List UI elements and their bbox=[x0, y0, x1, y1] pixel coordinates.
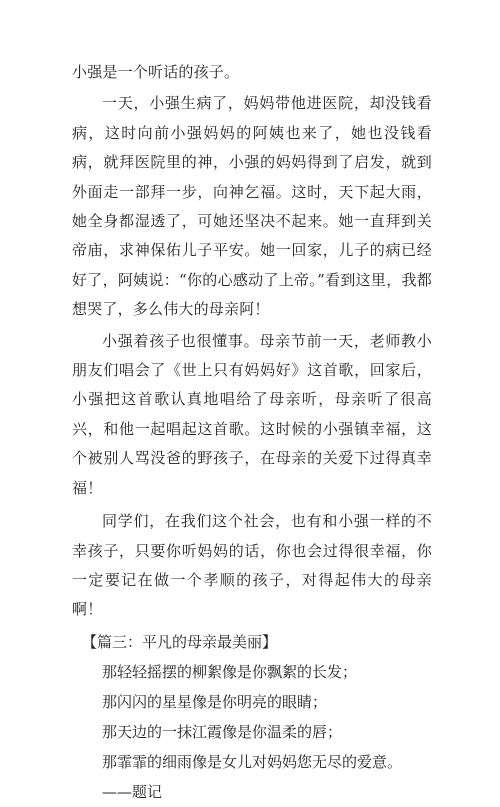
intro-line: 小强是一个听话的孩子。 bbox=[72, 63, 240, 81]
paragraph-1: 一天，小强生病了，妈妈带他进医院，却没钱看病，这时向前小强妈妈的阿姨也来了，她也没钱看病，就拜医院里的神，小强的妈妈得到了启发，就到外面走一部拜一步，向神乞福。这时，天下起大雨，她全身都湿透了，可她还坚决不起来。她一直拜到关帝庙，求神保佑儿子平安。她一回家，儿子的病已经好了，阿姨说：“你的心感动了上帝。”看到这里，我都想哭了，多么伟大的母亲阿！ bbox=[72, 94, 432, 319]
poem-line-4: 那霏霏的细雨像是女儿对妈妈您无尽的爱意。 bbox=[102, 752, 403, 771]
paragraph-2: 小强着孩子也很懂事。母亲节前一天，老师教小朋友们唱会了《世上只有妈妈好》这首歌，回家后，小强把这首歌认真地唱给了母亲听，母亲听了很高兴，和他一起唱起这首歌。这时候的小强镇幸福，这个被别人骂没爸的野孩子，在母亲的关爱下过得真幸福！ bbox=[72, 331, 432, 497]
document-page bbox=[72, 58, 432, 807]
paragraph-3: 同学们，在我们这个社会，也有和小强一样的不幸孩子，只要你听妈妈的话，你也会过得很幸福，你一定要记在做一个孝顺的孩子，对得起伟大的母亲啊！ bbox=[72, 512, 432, 619]
poem-line-2: 那闪闪的星星像是你明亮的眼睛； bbox=[102, 692, 328, 711]
section-heading: 【篇三：平凡的母亲最美丽】 bbox=[82, 632, 278, 651]
epigraph-signature: ——题记 bbox=[102, 782, 163, 801]
poem-line-3: 那天边的一抹江霞像是你温柔的唇； bbox=[102, 722, 343, 741]
poem-line-1: 那轻轻摇摆的柳絮像是你飘絮的长发； bbox=[102, 662, 358, 681]
